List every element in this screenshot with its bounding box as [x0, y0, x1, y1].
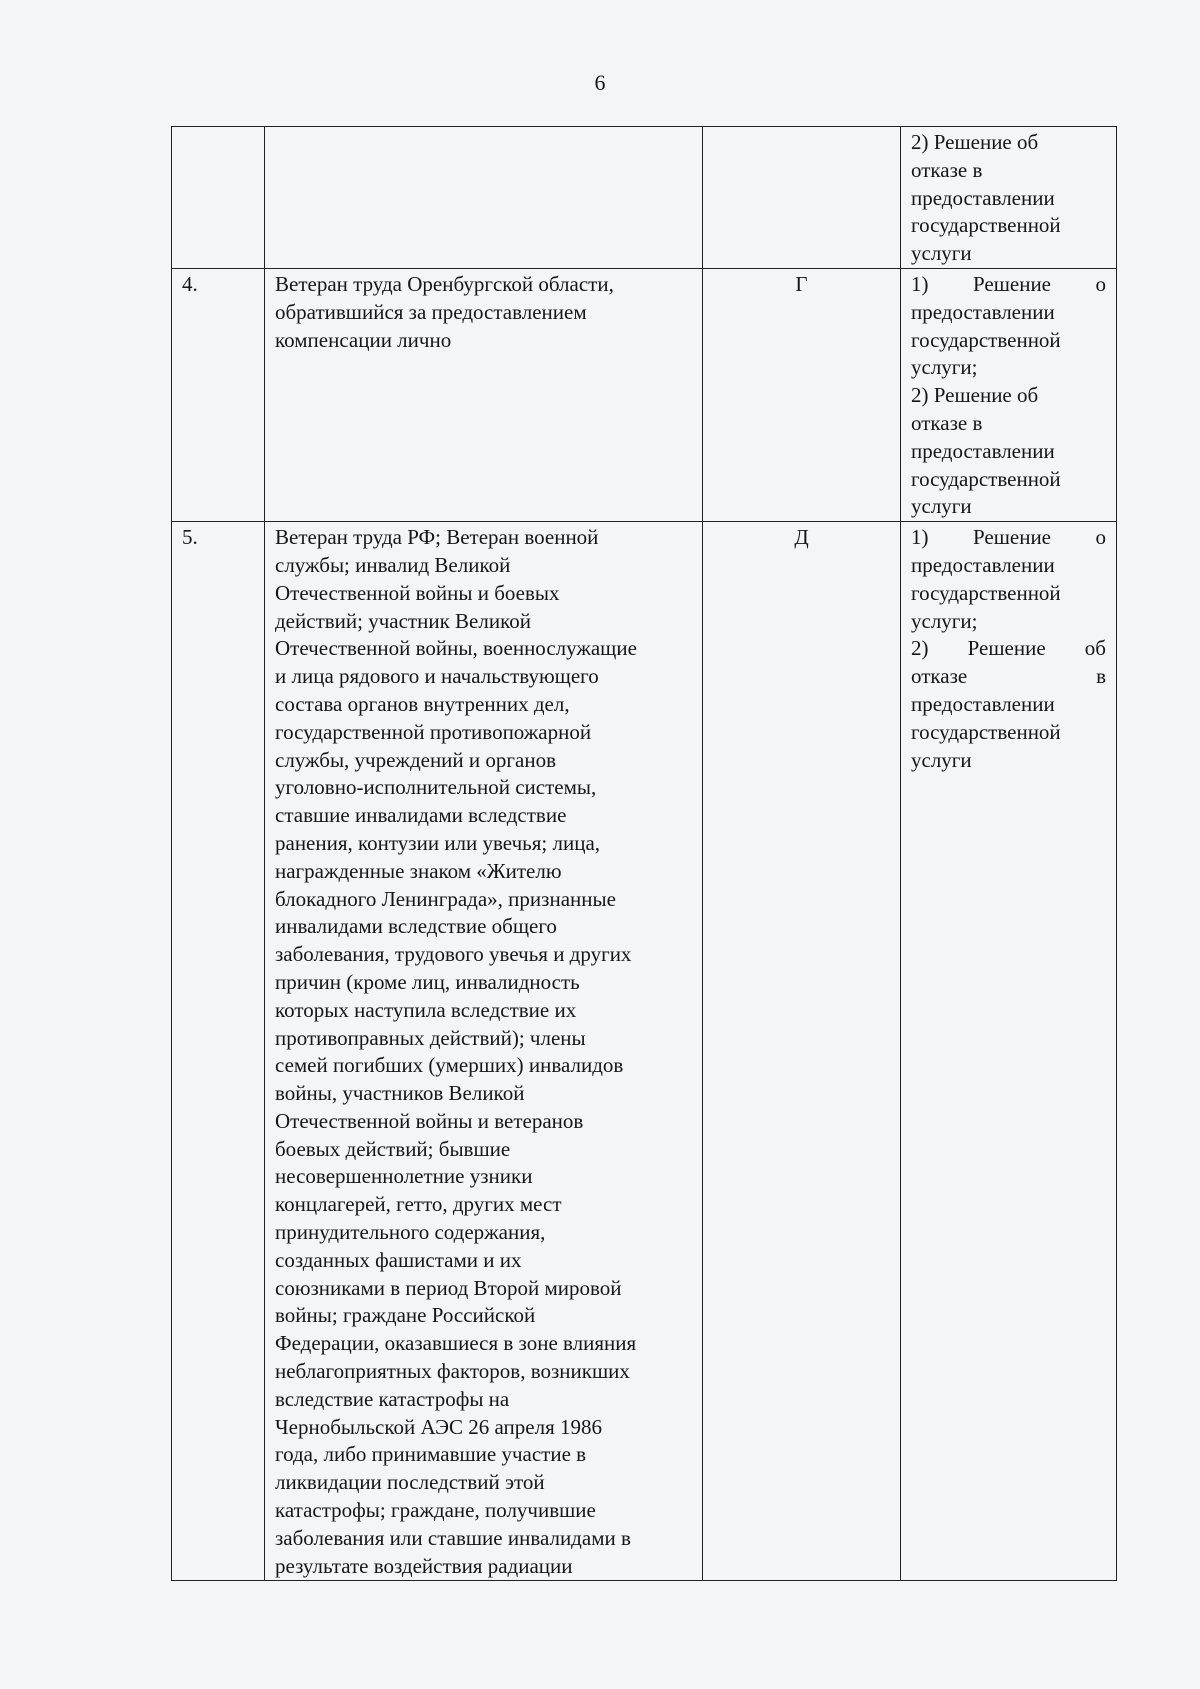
cell-text-line: инвалидами вследствие общего	[275, 914, 557, 939]
cell-text-line: концлагерей, гетто, других мест	[275, 1192, 562, 1217]
cell-text-line: государственной противопожарной	[275, 719, 592, 744]
cell-text-line: катастрофы; граждане, получившие	[275, 1498, 596, 1523]
cell-text-line: 2) Решение об	[911, 130, 1039, 154]
result-cell	[901, 268, 1117, 521]
cell-text-line: заболевания или ставшие инвалидами в	[275, 1525, 631, 1550]
code-cell	[703, 127, 901, 269]
cell-text-line: созданных фашистами и их	[275, 1247, 522, 1272]
code-cell: Г	[703, 268, 901, 521]
cell-text-line: действий; участник Великой	[275, 608, 531, 633]
cell-text-line: предоставлении	[911, 185, 1055, 210]
category-cell	[265, 522, 703, 1581]
cell-text-line: услуги	[911, 241, 972, 266]
cell-text-line: ранения, контузии или увечья; лица,	[275, 830, 601, 855]
cell-text-line: Отечественной войны и боевых	[275, 580, 560, 605]
cell-text-line: результате воздействия радиации	[275, 1553, 573, 1578]
cell-text-line: ставшие инвалидами вследствие	[275, 803, 567, 828]
cell-text-line: Отечественной войны и ветеранов	[275, 1108, 584, 1133]
cell-text-line: услуги;	[911, 355, 978, 380]
cell-text-line: государственной	[911, 580, 1061, 605]
cell-text-line: предоставлении	[911, 691, 1055, 716]
cell-text-line: боевых действий; бывшие	[275, 1136, 511, 1161]
cell-text-line: Ветеран труда Оренбургской области,	[275, 271, 614, 296]
cell-text-line: заболевания, трудового увечья и других	[275, 942, 632, 967]
eligibility-table	[171, 126, 1117, 1581]
page-number: 6	[594, 70, 606, 95]
cell-text-line: вследствие катастрофы на	[275, 1386, 510, 1411]
cell-text-line: предоставлении	[911, 438, 1055, 463]
result-cell	[901, 522, 1117, 1581]
cell-text-line: службы, учреждений и органов	[275, 747, 556, 772]
cell-text-line: Ветеран труда РФ; Ветеран военной	[275, 525, 599, 550]
cell-text-line: отказе в	[911, 157, 983, 182]
table-row	[172, 127, 1117, 269]
cell-text-line: Отечественной войны, военнослужащие	[275, 636, 637, 661]
cell-text-line: 1) Решение о	[911, 271, 1106, 296]
cell-text-line: Чернобыльской АЭС 26 апреля 1986	[275, 1414, 603, 1439]
cell-text-line: года, либо принимавшие участие в	[275, 1442, 587, 1467]
cell-text-line: компенсации лично	[275, 327, 452, 352]
cell-text-line: уголовно-исполнительной системы,	[275, 775, 597, 800]
cell-text-line: ликвидации последствий этой	[275, 1470, 545, 1495]
cell-text-line: услуги;	[911, 608, 978, 633]
cell-text-line: состава органов внутренних дел,	[275, 691, 570, 716]
cell-text-line: государственной	[911, 719, 1061, 744]
cell-text-line: награжденные знаком «Жителю	[275, 858, 562, 883]
cell-text-line: предоставлении	[911, 299, 1055, 324]
cell-text-line: войны, участников Великой	[275, 1081, 525, 1106]
cell-text-line: государственной	[911, 213, 1061, 238]
cell-text-line: обратившийся за предоставлением	[275, 299, 587, 324]
cell-text-line: 1) Решение о	[911, 525, 1106, 550]
category-cell	[265, 268, 703, 521]
cell-text-line: службы; инвалид Великой	[275, 552, 511, 577]
cell-text-line: услуги	[911, 494, 972, 519]
cell-text-line: войны; граждане Российской	[275, 1303, 536, 1328]
cell-text-line: Федерации, оказавшиеся в зоне влияния	[275, 1331, 637, 1356]
result-cell	[901, 127, 1117, 269]
table-row	[172, 522, 1117, 1581]
cell-text-line: причин (кроме лиц, инвалидность	[275, 969, 580, 994]
cell-text-line: отказе в	[911, 664, 1106, 689]
cell-text-line: союзниками в период Второй мировой	[275, 1275, 622, 1300]
category-cell	[265, 127, 703, 269]
cell-text-line: принудительного содержания,	[275, 1220, 546, 1245]
cell-text-line: отказе в	[911, 410, 983, 435]
cell-text-line: услуги	[911, 747, 972, 772]
cell-text-line: 2) Решение об	[911, 383, 1039, 408]
code-cell: Д	[703, 522, 901, 1581]
cell-text-line: государственной	[911, 327, 1061, 352]
cell-text-line: 2) Решение об	[911, 636, 1106, 661]
cell-text-line: семей погибших (умерших) инвалидов	[275, 1053, 624, 1078]
row-number-cell: 4.	[172, 268, 265, 521]
cell-text-line: которых наступила вследствие их	[275, 997, 577, 1022]
cell-text-line: несовершеннолетние узники	[275, 1164, 533, 1189]
table-row	[172, 268, 1117, 521]
cell-text-line: и лица рядового и начальствующего	[275, 664, 599, 689]
cell-text-line: неблагоприятных факторов, возникших	[275, 1359, 630, 1384]
cell-text-line: государственной	[911, 466, 1061, 491]
cell-text-line: противоправных действий); члены	[275, 1025, 586, 1050]
row-number-cell	[172, 127, 265, 269]
row-number-cell: 5.	[172, 522, 265, 1581]
cell-text-line: предоставлении	[911, 552, 1055, 577]
cell-text-line: блокадного Ленинграда», признанные	[275, 886, 616, 911]
